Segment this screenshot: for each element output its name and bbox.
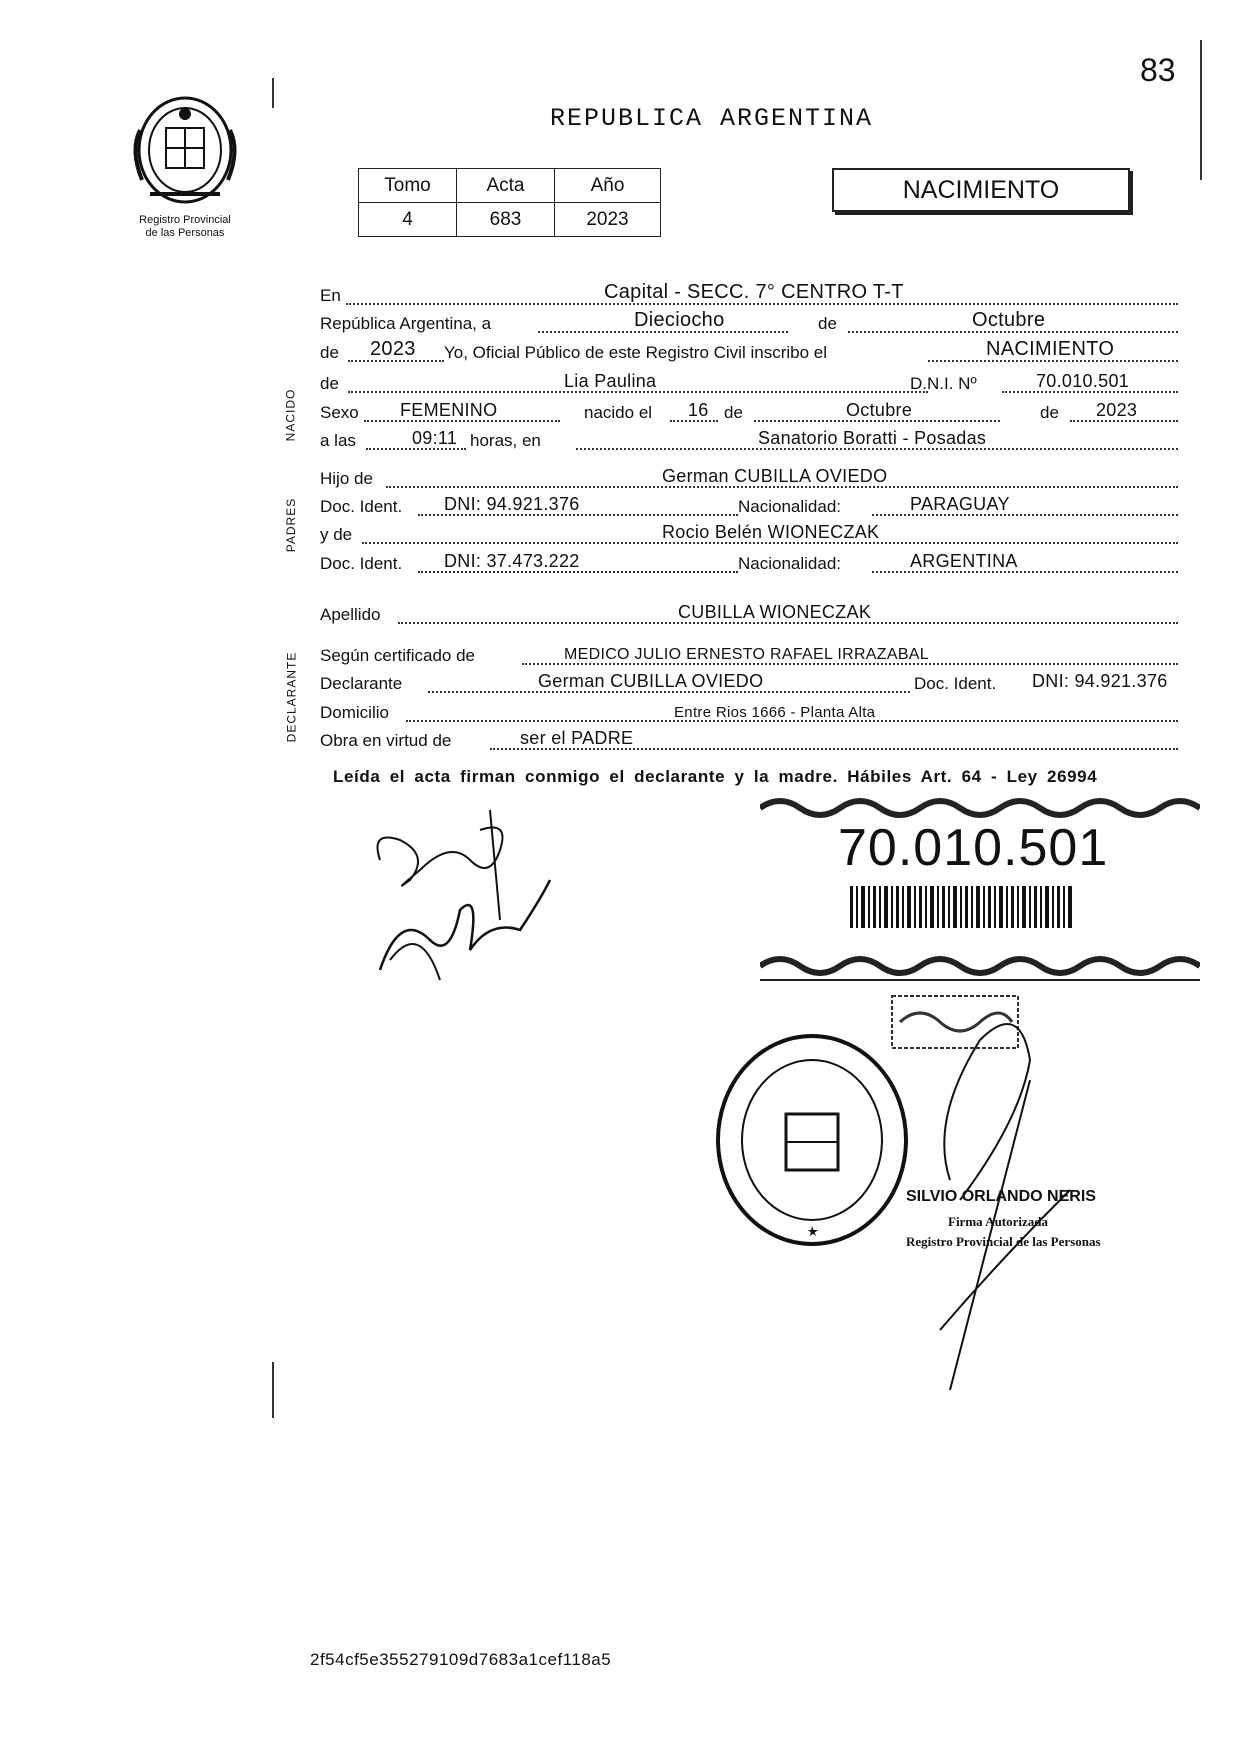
row-apellido bbox=[320, 599, 1178, 627]
page-number: 83 bbox=[1140, 52, 1176, 88]
row-acto bbox=[320, 337, 1178, 365]
label-nacido-el: nacido el bbox=[584, 403, 653, 422]
value-dni: 70.010.501 bbox=[1036, 371, 1130, 391]
value-acto: NACIMIENTO bbox=[986, 338, 1115, 360]
meta-value-acta: 683 bbox=[457, 203, 555, 237]
section-label-declarante: DECLARANTE bbox=[284, 651, 299, 743]
label-en: En bbox=[320, 286, 341, 305]
label-hijo-de: Hijo de bbox=[320, 469, 373, 488]
value-mes: Octubre bbox=[972, 309, 1046, 331]
label-de-mes-nacimiento: de bbox=[724, 403, 743, 422]
label-horas-en: horas, en bbox=[470, 431, 541, 450]
row-padre-doc bbox=[320, 491, 1178, 519]
barcode-icon bbox=[850, 886, 1072, 928]
row-nombre bbox=[320, 368, 1178, 396]
label-nacionalidad-madre: Nacionalidad: bbox=[738, 554, 842, 573]
section-label-padres: PADRES bbox=[284, 497, 299, 553]
value-anio-nacimiento: 2023 bbox=[1096, 400, 1138, 420]
meta-value-tomo: 4 bbox=[359, 203, 457, 237]
row-padre bbox=[320, 463, 1178, 491]
value-padre-doc: DNI: 94.921.376 bbox=[444, 494, 580, 514]
label-de-anio: de bbox=[320, 343, 339, 362]
label-a-las: a las bbox=[320, 431, 356, 450]
registry-name bbox=[110, 214, 260, 240]
value-obra: ser el PADRE bbox=[520, 728, 634, 748]
row-certificado bbox=[320, 640, 1178, 668]
record-meta-table bbox=[358, 168, 661, 237]
row-hora bbox=[320, 425, 1178, 453]
official-office: Registro Provincial de las Personas bbox=[906, 1234, 1101, 1249]
official-role: Firma Autorizada bbox=[948, 1214, 1049, 1229]
value-madre-doc: DNI: 37.473.222 bbox=[444, 551, 580, 571]
official-seal bbox=[712, 1030, 912, 1250]
meta-header-acta: Acta bbox=[457, 169, 555, 203]
row-madre-doc bbox=[320, 548, 1178, 576]
province-coat-of-arms-logo bbox=[120, 90, 250, 210]
label-domicilio: Domicilio bbox=[320, 703, 389, 722]
row-madre bbox=[320, 519, 1178, 547]
label-yo: Yo, Oficial Público de este Registro Civil inscribo el bbox=[444, 343, 827, 362]
row-lugar bbox=[320, 280, 1178, 308]
official-name: SILVIO ORLANDO NERIS bbox=[906, 1188, 1096, 1205]
closing-statement: Leída el acta firman conmigo el declarante y la madre. Hábiles Art. 64 - Ley 26994 bbox=[333, 767, 1098, 786]
value-padre-nacionalidad: PARAGUAY bbox=[910, 494, 1010, 514]
value-certificado: MEDICO JULIO ERNESTO RAFAEL IRRAZABAL bbox=[564, 646, 929, 663]
value-madre-nacionalidad: ARGENTINA bbox=[910, 551, 1018, 571]
section-label-nacido: NACIDO bbox=[283, 388, 298, 442]
row-fecha bbox=[320, 308, 1178, 336]
label-doc-ident-declarante: Doc. Ident. bbox=[914, 674, 997, 693]
margin-line bbox=[272, 1362, 274, 1418]
value-padre: German CUBILLA OVIEDO bbox=[662, 466, 888, 486]
row-sexo bbox=[320, 397, 1178, 425]
value-anio: 2023 bbox=[370, 338, 416, 360]
meta-value-anio: 2023 bbox=[555, 203, 661, 237]
label-nacionalidad-padre: Nacionalidad: bbox=[738, 497, 842, 516]
value-lugar: Capital - SECC. 7° CENTRO T-T bbox=[604, 281, 904, 303]
value-declarante-doc: DNI: 94.921.376 bbox=[1032, 671, 1168, 691]
value-hora: 09:11 bbox=[412, 428, 458, 448]
label-de-mes: de bbox=[818, 314, 837, 333]
label-y-de: y de bbox=[320, 525, 353, 544]
margin-line bbox=[1200, 40, 1202, 180]
record-type-box: NACIMIENTO bbox=[832, 168, 1130, 212]
value-dia-letras: Dieciocho bbox=[634, 309, 725, 331]
label-de-nombre: de bbox=[320, 374, 339, 393]
label-republica: República Argentina, a bbox=[320, 314, 492, 333]
meta-header-anio: Año bbox=[555, 169, 661, 203]
meta-header-tomo: Tomo bbox=[359, 169, 457, 203]
country-heading: REPUBLICA ARGENTINA bbox=[550, 104, 874, 133]
meta-header-row bbox=[359, 169, 661, 203]
registry-line-1: Registro Provincial bbox=[139, 214, 231, 226]
value-domicilio: Entre Rios 1666 - Planta Alta bbox=[674, 704, 876, 721]
signature-declarante-mother bbox=[350, 800, 570, 1000]
label-sexo: Sexo bbox=[320, 403, 359, 422]
meta-value-row bbox=[359, 203, 661, 237]
label-segun: Según certificado de bbox=[320, 646, 475, 665]
value-declarante: German CUBILLA OVIEDO bbox=[538, 671, 764, 691]
margin-line bbox=[272, 78, 274, 108]
row-obra bbox=[320, 725, 1178, 753]
value-nombre: Lia Paulina bbox=[564, 371, 657, 391]
label-obra: Obra en virtud de bbox=[320, 731, 452, 750]
label-doc-ident-madre: Doc. Ident. bbox=[320, 554, 403, 573]
value-sexo: FEMENINO bbox=[400, 400, 498, 420]
label-doc-ident-padre: Doc. Ident. bbox=[320, 497, 403, 516]
label-de-anio-nacimiento: de bbox=[1040, 403, 1059, 422]
document-hash: 2f54cf5e355279109d7683a1cef118a5 bbox=[310, 1650, 612, 1669]
value-madre: Rocio Belén WIONECZAK bbox=[662, 522, 880, 542]
label-dni: D.N.I. Nº bbox=[910, 374, 977, 393]
value-mes-nacimiento: Octubre bbox=[846, 400, 913, 420]
registry-line-2: de las Personas bbox=[145, 227, 225, 239]
row-domicilio bbox=[320, 697, 1178, 725]
value-lugar-nacimiento: Sanatorio Boratti - Posadas bbox=[758, 428, 987, 448]
value-apellido: CUBILLA WIONECZAK bbox=[678, 602, 872, 622]
label-apellido: Apellido bbox=[320, 605, 381, 624]
value-dia-nacimiento: 16 bbox=[688, 400, 709, 420]
row-declarante bbox=[320, 668, 1178, 696]
label-declarante: Declarante bbox=[320, 674, 403, 693]
security-band-bottom bbox=[760, 948, 1200, 984]
stamp-number: 70.010.501 bbox=[838, 819, 1109, 877]
